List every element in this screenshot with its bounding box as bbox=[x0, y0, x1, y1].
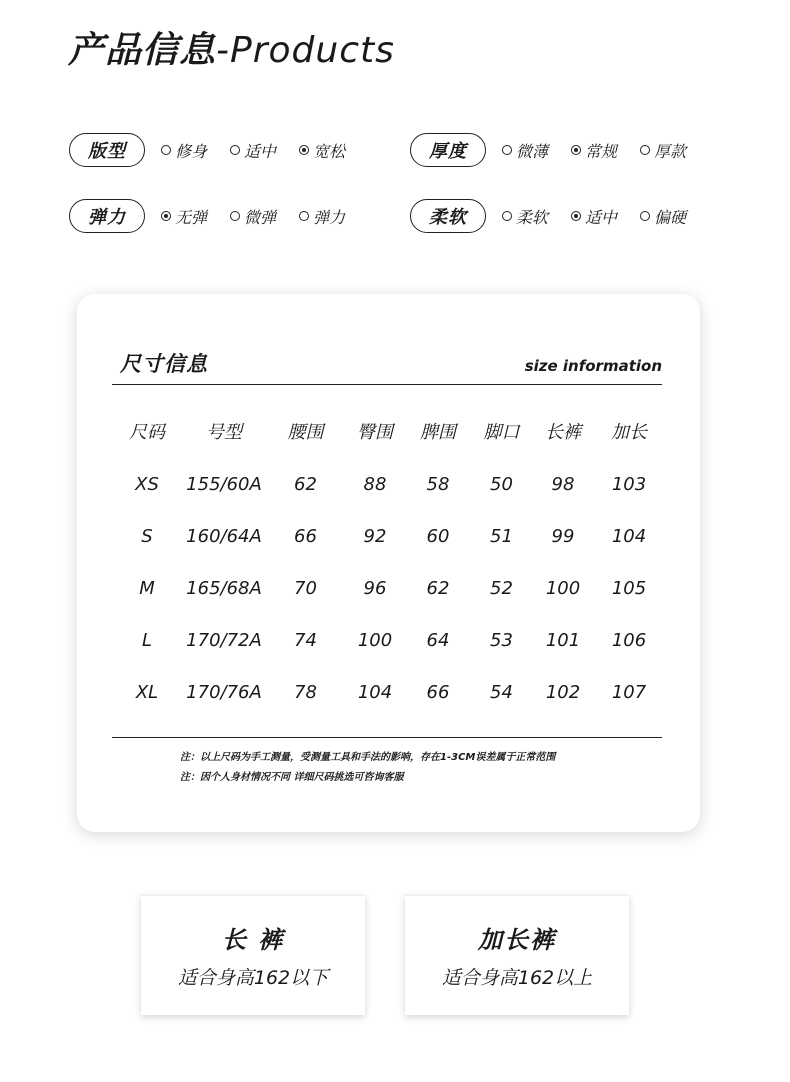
attr-elasticity-option[interactable] bbox=[161, 205, 207, 228]
radio-icon bbox=[299, 211, 309, 221]
radio-checked-icon bbox=[299, 145, 309, 155]
column-header: 尺码 bbox=[129, 422, 165, 443]
option-label: 偏硬 bbox=[654, 207, 687, 227]
size-notes bbox=[112, 737, 662, 788]
radio-icon bbox=[230, 211, 240, 221]
attr-thickness-option[interactable] bbox=[502, 139, 548, 162]
attr-softness bbox=[410, 199, 709, 233]
table-cell: 92 bbox=[363, 525, 387, 547]
table-cell: 105 bbox=[611, 577, 647, 599]
column-header: 加长 bbox=[611, 422, 647, 443]
table-cell: XS bbox=[135, 473, 159, 495]
attr-thickness-option[interactable] bbox=[571, 139, 617, 162]
size-note: 注：以上尺码为手工测量，受测量工具和手法的影响，存在1-3CM误差属于正常范围 bbox=[180, 752, 556, 763]
table-cell: 66 bbox=[294, 525, 317, 547]
table-cell: 101 bbox=[545, 629, 581, 651]
table-cell: 160/64A bbox=[186, 525, 262, 547]
table-cell: 100 bbox=[545, 577, 581, 599]
table-header-row bbox=[113, 404, 665, 458]
attr-softness-label: 柔软 bbox=[410, 199, 486, 233]
option-label: 宽松 bbox=[313, 141, 346, 161]
attr-thickness-option[interactable] bbox=[640, 139, 686, 162]
page-title-cn: 产品信息 bbox=[68, 30, 217, 71]
table-cell: 50 bbox=[490, 473, 513, 495]
table-cell: M bbox=[139, 577, 155, 599]
option-label: 弹力 bbox=[313, 207, 346, 227]
option-label: 常规 bbox=[585, 141, 618, 161]
option-label: 微薄 bbox=[516, 141, 549, 161]
table-cell: 53 bbox=[490, 629, 513, 651]
page-title-en: -Products bbox=[216, 30, 395, 71]
attr-fit bbox=[69, 133, 368, 167]
table-cell: 70 bbox=[294, 577, 317, 599]
table-cell: 103 bbox=[611, 473, 647, 495]
table-cell: 62 bbox=[294, 473, 317, 495]
radio-checked-icon bbox=[161, 211, 171, 221]
fit-box-desc: 适合身高162以上 bbox=[441, 967, 593, 989]
table-row bbox=[113, 458, 665, 510]
option-label: 适中 bbox=[585, 207, 618, 227]
column-header: 脚口 bbox=[483, 422, 520, 443]
size-card-title-en: size information bbox=[524, 357, 662, 375]
radio-icon bbox=[640, 145, 650, 155]
table-cell: 78 bbox=[294, 681, 317, 703]
size-card-title: 尺寸信息 bbox=[120, 352, 208, 376]
table-cell: 155/60A bbox=[186, 473, 262, 495]
attr-thickness-label: 厚度 bbox=[410, 133, 486, 167]
table-cell: 66 bbox=[426, 681, 450, 703]
table-cell: S bbox=[141, 525, 153, 547]
fit-box-long bbox=[405, 895, 629, 1015]
size-card bbox=[77, 294, 700, 832]
fit-box-desc: 适合身高162以下 bbox=[177, 967, 329, 989]
attr-fit-option[interactable] bbox=[230, 139, 276, 162]
table-cell: 58 bbox=[426, 473, 450, 495]
column-header: 腰围 bbox=[287, 422, 324, 443]
table-cell: L bbox=[141, 629, 153, 651]
fit-box-name: 加长裤 bbox=[478, 926, 556, 954]
table-cell: 170/72A bbox=[186, 629, 262, 651]
radio-icon bbox=[502, 145, 512, 155]
radio-icon bbox=[161, 145, 171, 155]
table-cell: 104 bbox=[357, 681, 393, 703]
table-cell: 107 bbox=[611, 681, 647, 703]
size-note: 注：因个人身材情况不同 详细尺码挑选可咨询客服 bbox=[180, 772, 404, 783]
option-label: 微弹 bbox=[244, 207, 277, 227]
option-label: 无弹 bbox=[175, 207, 208, 227]
table-cell: 99 bbox=[551, 525, 575, 547]
attr-fit-label: 版型 bbox=[69, 133, 145, 167]
table-cell: 102 bbox=[545, 681, 581, 703]
column-header: 长裤 bbox=[545, 422, 581, 443]
fit-box-regular bbox=[141, 895, 365, 1015]
radio-icon bbox=[230, 145, 240, 155]
table-cell: 98 bbox=[551, 473, 575, 495]
size-table bbox=[113, 404, 665, 718]
option-label: 修身 bbox=[175, 141, 208, 161]
radio-checked-icon bbox=[571, 145, 581, 155]
column-header: 臀围 bbox=[357, 422, 393, 443]
attr-elasticity-option[interactable] bbox=[299, 205, 345, 228]
table-cell: 60 bbox=[426, 525, 450, 547]
radio-checked-icon bbox=[571, 211, 581, 221]
table-row bbox=[113, 666, 665, 718]
column-header: 号型 bbox=[206, 422, 242, 443]
fit-box-name: 长 裤 bbox=[221, 926, 285, 954]
table-cell: 62 bbox=[426, 577, 450, 599]
table-cell: 74 bbox=[294, 629, 317, 651]
table-cell: XL bbox=[135, 681, 159, 703]
attr-fit-option[interactable] bbox=[299, 139, 345, 162]
attr-elasticity bbox=[69, 199, 368, 233]
attr-fit-option[interactable] bbox=[161, 139, 207, 162]
option-label: 适中 bbox=[244, 141, 277, 161]
table-cell: 88 bbox=[363, 473, 387, 495]
attr-elasticity-option[interactable] bbox=[230, 205, 276, 228]
attr-softness-option[interactable] bbox=[640, 205, 686, 228]
table-cell: 64 bbox=[426, 629, 450, 651]
table-cell: 104 bbox=[611, 525, 647, 547]
option-label: 柔软 bbox=[516, 207, 549, 227]
column-header: 脾围 bbox=[420, 422, 456, 443]
radio-icon bbox=[640, 211, 650, 221]
table-row bbox=[113, 562, 665, 614]
radio-icon bbox=[502, 211, 512, 221]
table-cell: 52 bbox=[490, 577, 513, 599]
option-label: 厚款 bbox=[654, 141, 687, 161]
table-cell: 106 bbox=[611, 629, 647, 651]
table-cell: 165/68A bbox=[186, 577, 262, 599]
table-row bbox=[113, 510, 665, 562]
attr-elasticity-label: 弹力 bbox=[69, 199, 145, 233]
table-cell: 170/76A bbox=[186, 681, 262, 703]
page-title bbox=[68, 28, 395, 74]
table-cell: 100 bbox=[357, 629, 393, 651]
table-cell: 54 bbox=[490, 681, 513, 703]
size-card-header bbox=[112, 344, 662, 385]
table-cell: 96 bbox=[363, 577, 387, 599]
table-cell: 51 bbox=[490, 525, 513, 547]
table-row bbox=[113, 614, 665, 666]
attr-softness-option[interactable] bbox=[571, 205, 617, 228]
attr-thickness bbox=[410, 133, 709, 167]
attr-softness-option[interactable] bbox=[502, 205, 548, 228]
